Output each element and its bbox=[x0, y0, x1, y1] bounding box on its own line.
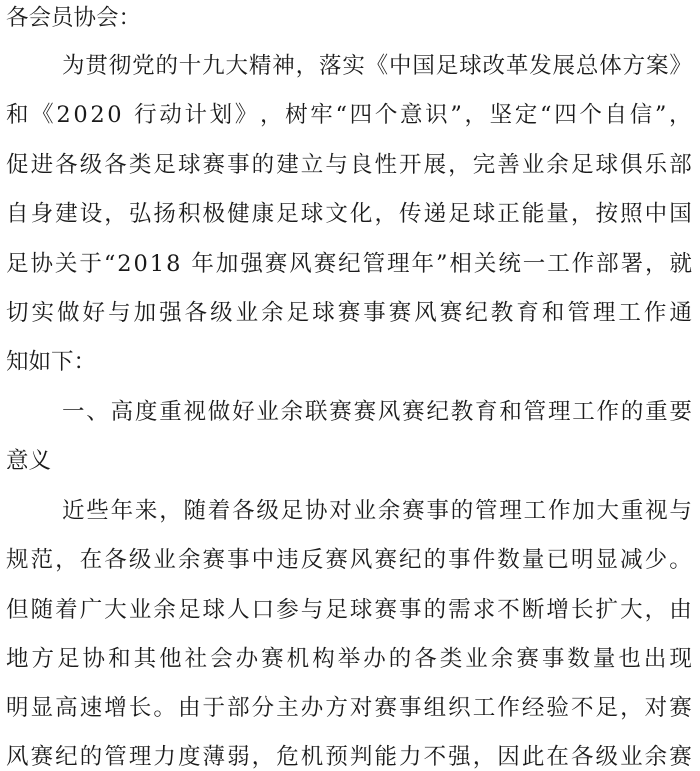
body-line: 但 随 着 广 大 业 余 足 球 人 口 参 与 足 球 赛 事 的 需 求 不 断 增 长 扩 大 ， 由 bbox=[6, 597, 692, 623]
salutation: 各会员协会： bbox=[6, 5, 142, 31]
body-line: 知如下： bbox=[6, 349, 97, 375]
body-line: 规 范 ， 在 各 级 业 余 赛 事 中 违 反 赛 风 赛 纪 的 事 件 数 量 已 明 显 减 少 。 bbox=[6, 547, 692, 573]
body-line: 地 方 足 协 和 其 他 社 会 办 赛 机 构 举 办 的 各 类 业 余 赛 事 数 量 也 出 现 bbox=[6, 646, 692, 672]
body-line: 切 实 做 好 与 加 强 各 级 业 余 足 球 赛 事 赛 风 赛 纪 教 育 和 管 理 工 作 通 bbox=[6, 300, 692, 326]
body-line: 促 进 各 级 各 类 足 球 赛 事 的 建 立 与 良 性 开 展 ， 完 善 业 余 足 球 俱 乐 部 bbox=[6, 152, 692, 178]
body-line: 足 协 关 于 “ 2 0 1 8 年 加 强 赛 风 赛 纪 管 理 年 ” 相 关 统 一 工 作 部 署 ， 就 bbox=[6, 251, 692, 277]
body-line: 明 显 高 速 增 长 。 由 于 部 分 主 办 方 对 赛 事 组 织 工 作 经 验 不 足 ， 对 赛 bbox=[6, 695, 692, 721]
body-line: 风 赛 纪 的 管 理 力 度 薄 弱 ， 危 机 预 判 能 力 不 强 ， 因 此 在 各 级 业 余 赛 bbox=[6, 744, 692, 770]
section-heading: 一 、 高 度 重 视 做 好 业 余 联 赛 赛 风 赛 纪 教 育 和 管 理 工 作 的 重 要 bbox=[62, 399, 692, 425]
body-line: 和 《 2 0 2 0 行 动 计 划 》 ， 树 牢 “ 四 个 意 识 ” ， 坚 定 “ 四 个 自 信 ” ， bbox=[6, 102, 692, 128]
section-heading: 意义 bbox=[6, 448, 52, 474]
body-line: 为 贯 彻 党 的 十 九 大 精 神 ， 落 实 《 中 国 足 球 改 革 发 展 总 体 方 案 》 bbox=[62, 53, 692, 79]
body-line: 近 些 年 来 ， 随 着 各 级 足 协 对 业 余 赛 事 的 管 理 工 作 加 大 重 视 与 bbox=[62, 498, 692, 524]
body-line: 自 身 建 设 ， 弘 扬 积 极 健 康 足 球 文 化 ， 传 递 足 球 正 能 量 ， 按 照 中 国 bbox=[6, 201, 692, 227]
